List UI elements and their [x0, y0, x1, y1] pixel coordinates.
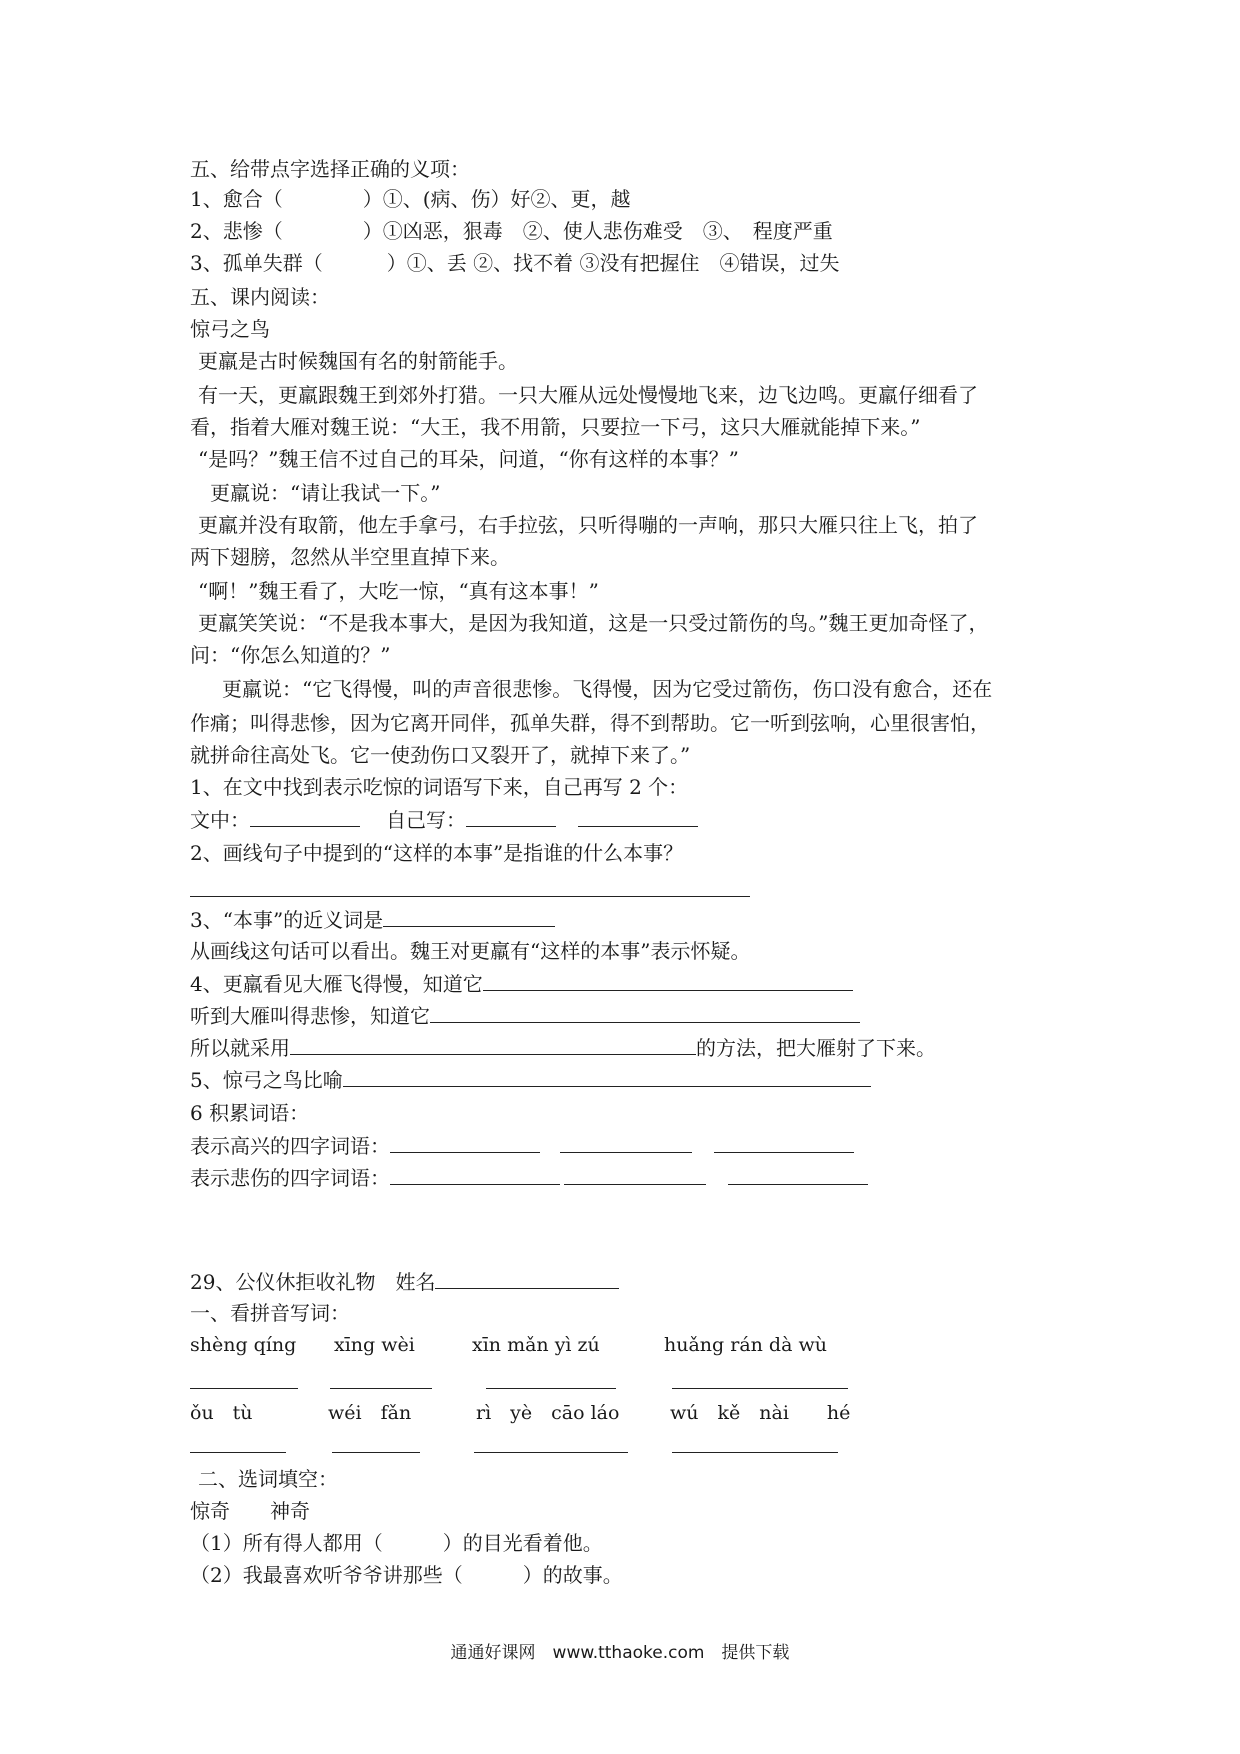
- story-paragraph: “啊！”魏王看了，大吃一惊，“真有这本事！”: [198, 579, 599, 603]
- answer-blank[interactable]: [564, 1162, 706, 1185]
- question-6b: 表示悲伤的四字词语：: [190, 1162, 868, 1193]
- pinyin-prompt: shèng qíng: [190, 1334, 297, 1356]
- pinyin-answer-line[interactable]: [672, 1388, 848, 1389]
- part-2-title: 二、选词填空：: [198, 1467, 338, 1491]
- story-title: 惊弓之鸟: [190, 317, 270, 341]
- pinyin-prompt: wéi fǎn: [328, 1402, 412, 1424]
- pinyin-prompt: wú kě nài hé: [670, 1402, 851, 1424]
- answer-blank[interactable]: [343, 1064, 871, 1087]
- vocab-item-2: 2、悲惨（ ）①凶恶，狠毒 ②、使人悲伤难受 ③、 程度严重: [190, 219, 833, 243]
- pinyin-prompt: ǒu tù: [190, 1402, 253, 1424]
- word-choices: 惊奇 神奇: [190, 1499, 310, 1523]
- part-1-title: 一、看拼音写词：: [190, 1301, 350, 1325]
- story-paragraph: 作痛；叫得悲惨，因为它离开同伴，孤单失群，得不到帮助。它一听到弦响，心里很害怕，: [190, 711, 990, 735]
- story-paragraph: 看，指着大雁对魏王说：“大王，我不用箭，只要拉一下弓，这只大雁就能掉下来。”: [190, 415, 921, 439]
- story-paragraph: 更羸并没有取箭，他左手拿弓，右手拉弦，只听得嘣的一声响，那只大雁只往上飞，拍了: [198, 513, 978, 537]
- section-title: 五、给带点字选择正确的义项：: [190, 157, 470, 181]
- pinyin-answer-line[interactable]: [332, 1452, 420, 1453]
- story-paragraph: 两下翅膀，忽然从半空里直掉下来。: [190, 545, 510, 569]
- answer-blank[interactable]: [250, 804, 360, 827]
- answer-blank[interactable]: [290, 1032, 696, 1055]
- pinyin-prompt: xīn mǎn yì zú: [472, 1334, 600, 1356]
- pinyin-answer-line[interactable]: [672, 1452, 838, 1453]
- story-paragraph: 更羸说：“请让我试一下。”: [210, 481, 441, 505]
- answer-blank[interactable]: [466, 804, 556, 827]
- vocab-item-3: 3、孤单失群（ ）①、丢 ②、找不着 ③没有把握住 ④错误，过失: [190, 251, 840, 275]
- question-5: 5、惊弓之鸟比喻: [190, 1064, 871, 1095]
- story-paragraph: 更羸是古时候魏国有名的射箭能手。: [198, 349, 518, 373]
- lesson-title: 29、公仪休拒收礼物 姓名: [190, 1266, 619, 1297]
- answer-blank[interactable]: [390, 1130, 540, 1153]
- story-paragraph: 问：“你怎么知道的？”: [190, 643, 391, 667]
- answer-blank[interactable]: [483, 968, 853, 991]
- pinyin-answer-line[interactable]: [330, 1388, 432, 1389]
- pinyin-answer-line[interactable]: [474, 1452, 628, 1453]
- story-paragraph: 就拼命往高处飞。它一使劲伤口又裂开了，就掉下来了。”: [190, 743, 691, 767]
- fill-sentence-1: （1）所有得人都用（ ）的目光看着他。: [190, 1531, 603, 1555]
- pinyin-answer-line[interactable]: [486, 1388, 616, 1389]
- question-1-answers: 文中： 自己写：: [190, 804, 698, 835]
- question-1: 1、在文中找到表示吃惊的词语写下来，自己再写 2 个：: [190, 775, 689, 799]
- question-2: 2、画线句子中提到的“这样的本事”是指谁的什么本事？: [190, 841, 684, 865]
- answer-blank[interactable]: [714, 1130, 854, 1153]
- answer-blank[interactable]: [383, 904, 555, 927]
- question-3: 3、“本事”的近义词是: [190, 904, 555, 935]
- answer-blank[interactable]: [560, 1130, 692, 1153]
- story-paragraph: “是吗？”魏王信不过自己的耳朵，问道，“你有这样的本事？”: [198, 447, 739, 471]
- answer-blank[interactable]: [390, 1162, 560, 1185]
- pinyin-prompt: xīng wèi: [334, 1334, 415, 1356]
- question-4a: 4、更羸看见大雁飞得慢，知道它: [190, 968, 853, 999]
- answer-line[interactable]: [190, 896, 750, 897]
- answer-blank[interactable]: [430, 1000, 860, 1023]
- question-4b: 听到大雁叫得悲惨，知道它: [190, 1000, 860, 1031]
- vocab-item-1: 1、愈合（ ）①、(病、伤）好②、更，越: [190, 187, 631, 211]
- question-6: 6 积累词语：: [190, 1101, 310, 1125]
- pinyin-answer-line[interactable]: [190, 1388, 298, 1389]
- question-6a: 表示高兴的四字词语：: [190, 1130, 854, 1161]
- footer-credit: 通通好课网 www.tthaoke.com 提供下载: [450, 1643, 790, 1663]
- reading-title: 五、课内阅读：: [190, 285, 330, 309]
- story-paragraph: 更羸说：“它飞得慢，叫的声音很悲惨。飞得慢，因为它受过箭伤，伤口没有愈合，还在: [222, 677, 993, 701]
- pinyin-answer-line[interactable]: [190, 1452, 286, 1453]
- question-4c: 所以就采用 的方法，把大雁射了下来。: [190, 1032, 936, 1063]
- story-paragraph: 更羸笑笑说：“不是我本事大，是因为我知道，这是一只受过箭伤的鸟。”魏王更加奇怪了，: [198, 611, 989, 635]
- story-paragraph: 有一天，更羸跟魏王到郊外打猎。一只大雁从远处慢慢地飞来，边飞边鸣。更羸仔细看了: [198, 383, 978, 407]
- pinyin-prompt: huǎng rán dà wù: [664, 1334, 827, 1356]
- fill-sentence-2: （2）我最喜欢听爷爷讲那些（ ）的故事。: [190, 1563, 623, 1587]
- answer-blank[interactable]: [728, 1162, 868, 1185]
- name-blank[interactable]: [435, 1266, 619, 1289]
- pinyin-prompt: rì yè cāo láo: [476, 1402, 620, 1424]
- answer-blank[interactable]: [578, 804, 698, 827]
- question-3-note: 从画线这句话可以看出。魏王对更羸有“这样的本事”表示怀疑。: [190, 939, 751, 963]
